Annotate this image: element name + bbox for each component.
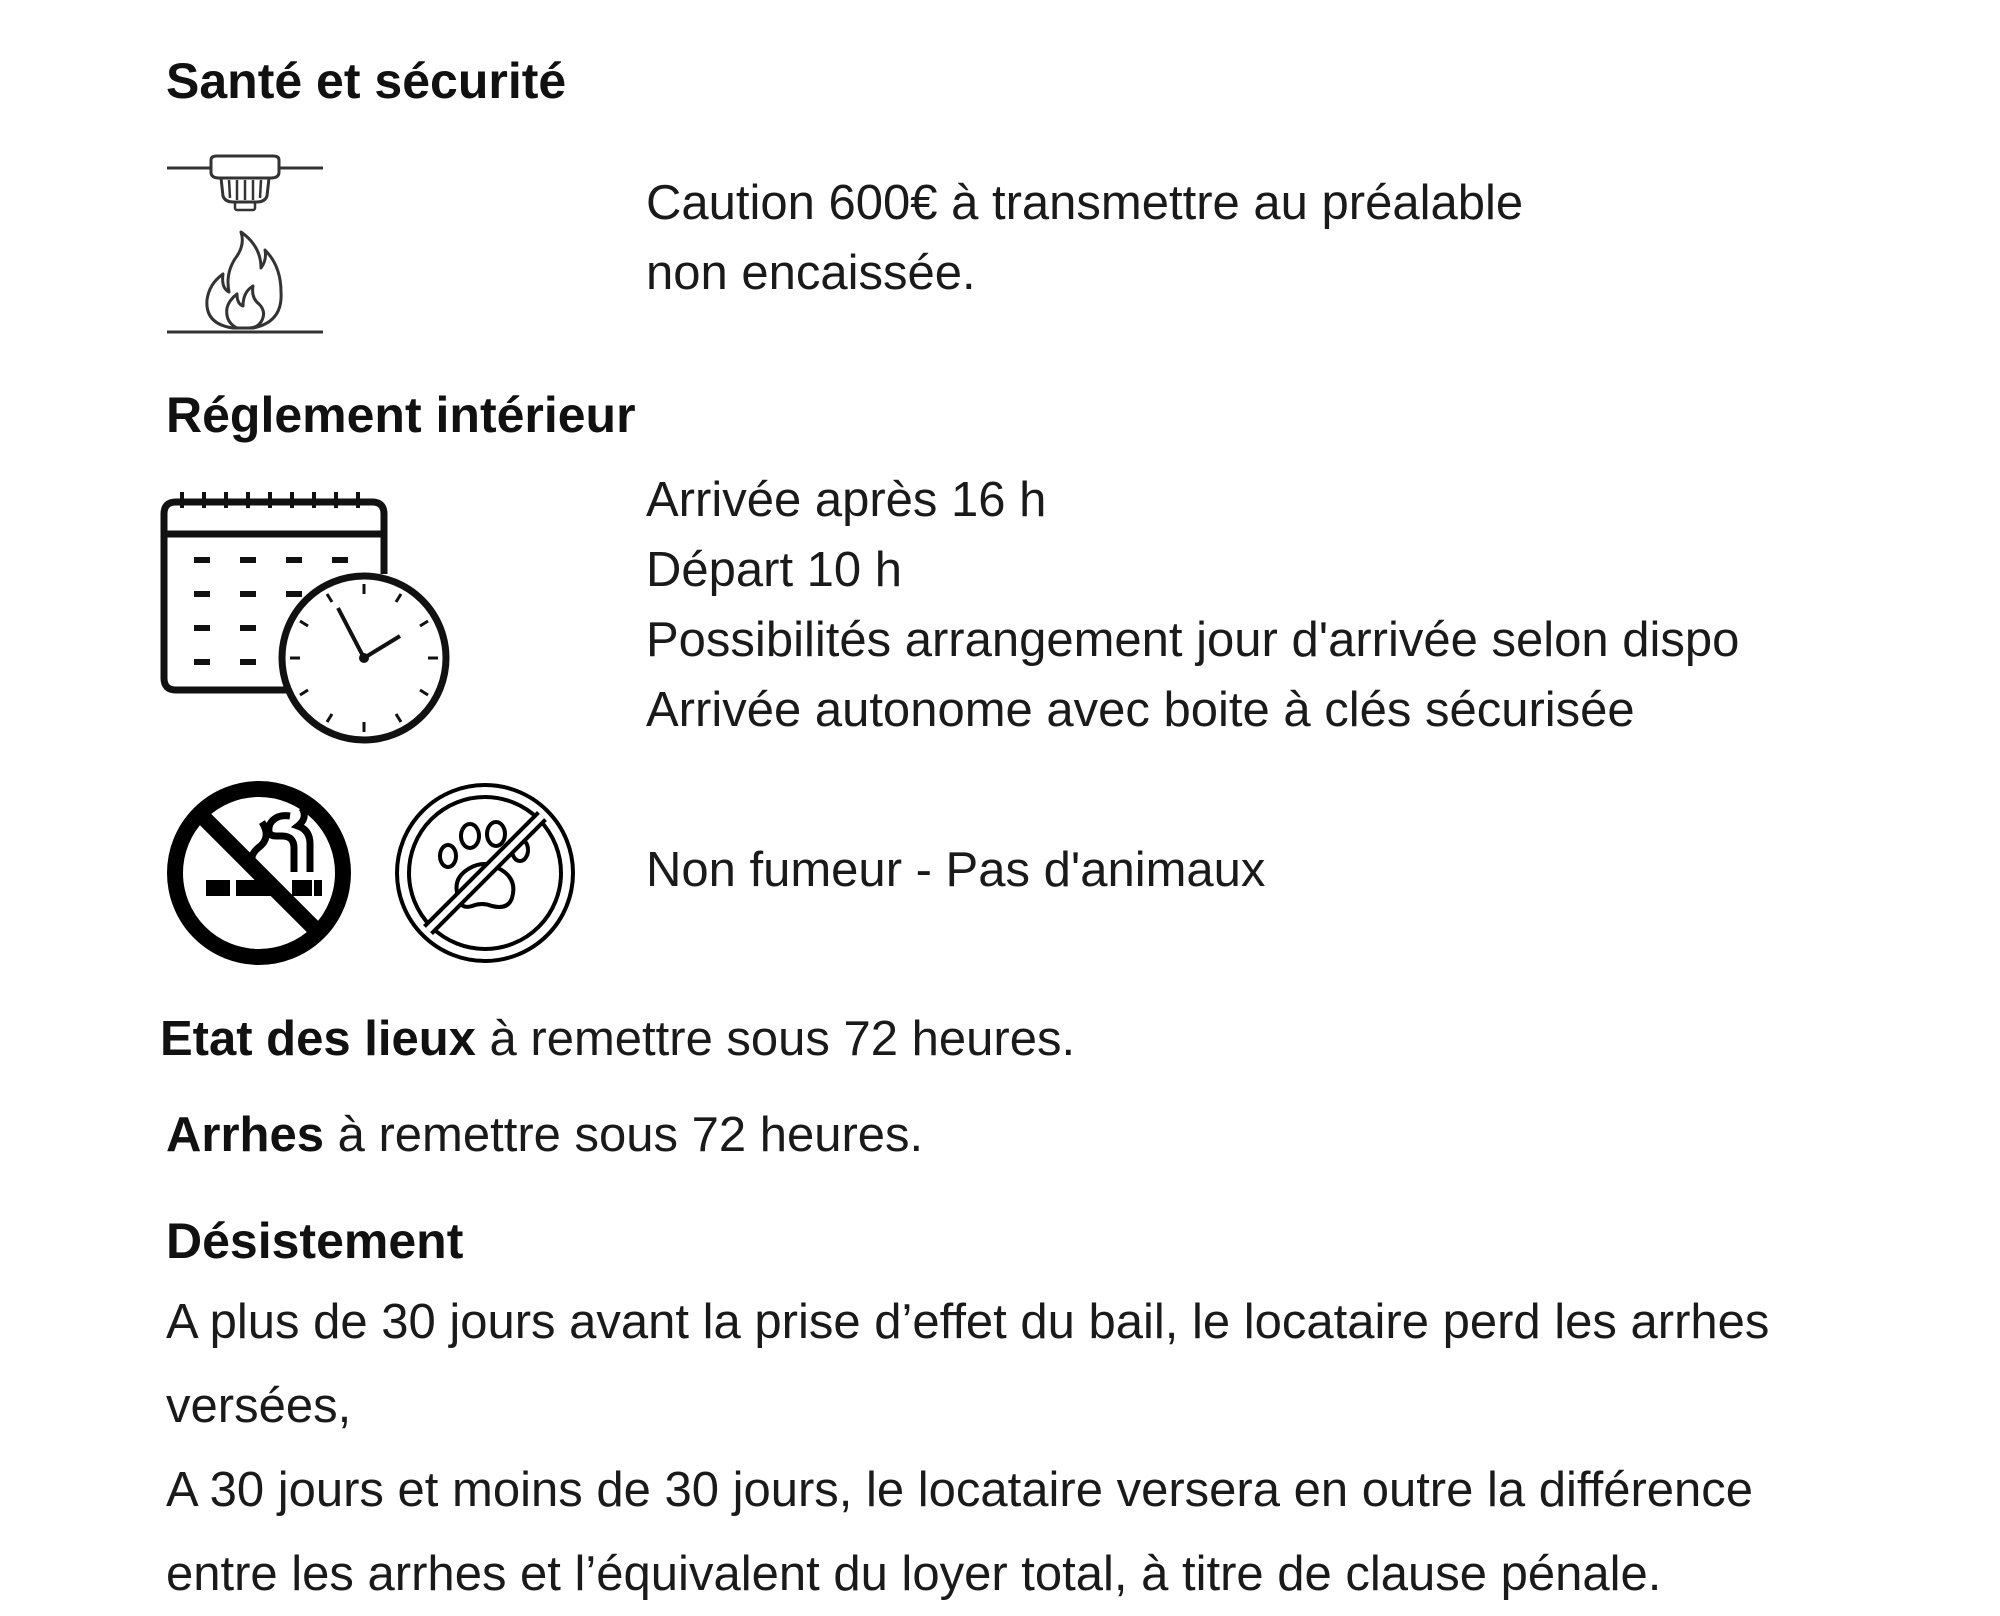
fire-icon	[165, 228, 325, 338]
no-smoking-no-pets: Non fumeur - Pas d'animaux	[646, 843, 1266, 897]
deposit-arrhes-line	[166, 1100, 923, 1170]
inventory-text: à remettre sous 72 heures.	[475, 1012, 1076, 1066]
no-pets-icon	[392, 780, 578, 966]
cancellation-heading: Désistement	[166, 1213, 464, 1269]
cancellation-line-3: A 30 jours et moins de 30 jours, le locataire versera en outre la différence	[166, 1463, 1754, 1517]
arrhes-text: à remettre sous 72 heures.	[323, 1108, 924, 1162]
arrhes-label: Arrhes	[166, 1108, 324, 1162]
inventory-line	[160, 1004, 1075, 1074]
deposit-line-2: non encaissée.	[646, 246, 976, 300]
departure-time: Départ 10 h	[646, 543, 903, 597]
deposit-line-1: Caution 600€ à transmettre au préalable	[646, 176, 1524, 230]
calendar-clock-icon	[160, 490, 456, 746]
arrival-time: Arrivée après 16 h	[646, 473, 1047, 527]
arrival-arrangement: Possibilités arrangement jour d'arrivée selon dispo	[646, 613, 1740, 667]
cancellation-line-1: A plus de 30 jours avant la prise d’effet du bail, le locataire perd les arrhes	[166, 1295, 1770, 1349]
autonomous-arrival: Arrivée autonome avec boite à clés sécurisée	[646, 683, 1635, 737]
no-smoking-icon	[166, 780, 352, 966]
health-safety-heading: Santé et sécurité	[166, 53, 567, 109]
cancellation-line-2: versées,	[166, 1379, 352, 1433]
smoke-detector-icon	[165, 148, 325, 218]
inventory-label: Etat des lieux	[160, 1012, 476, 1066]
cancellation-line-4: entre les arrhes et l’équivalent du loyer total, à titre de clause pénale.	[166, 1547, 1662, 1601]
house-rules-heading: Réglement intérieur	[166, 387, 636, 443]
